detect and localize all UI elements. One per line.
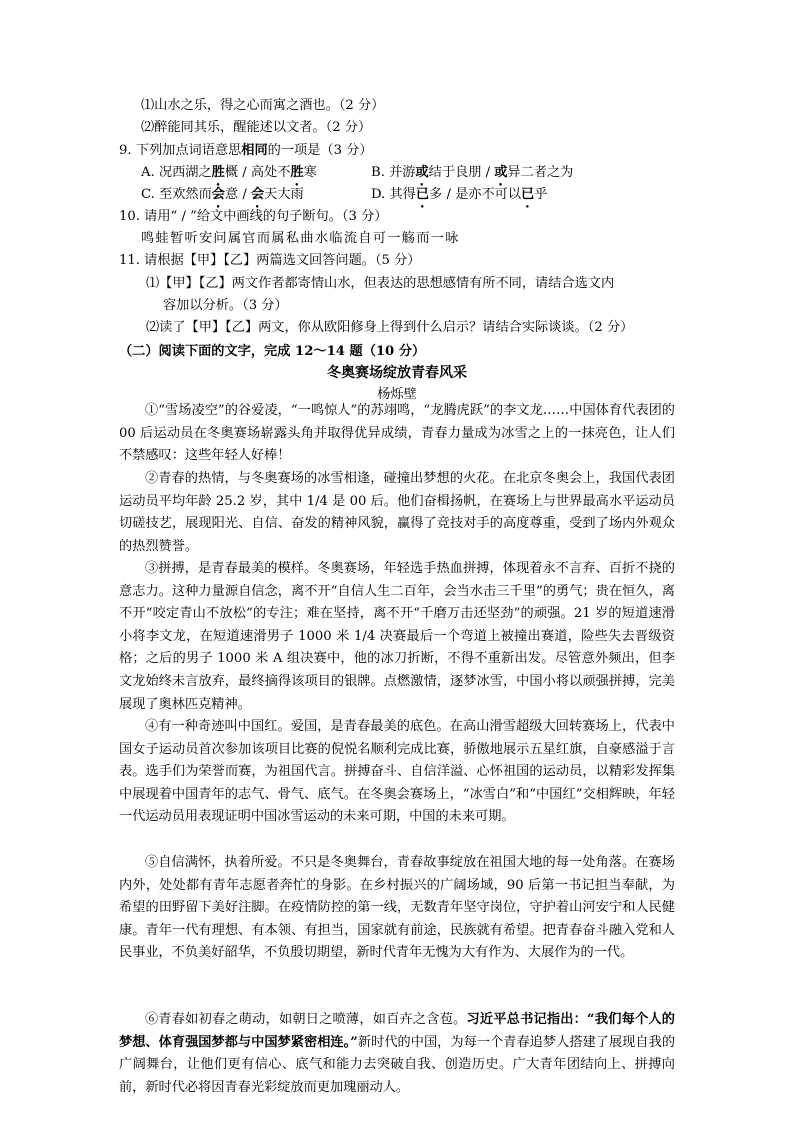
q9-option-d-text: 乎 [534,187,548,202]
article-paragraph-6 [119,1009,675,1099]
q11-sub1-line1: ⑴【甲】【乙】两文作者都寄情山水，但表达的思想感情有所不同，请结合选文内 [146,276,615,291]
q8-sub1: ⑴山水之乐，得之心而寓之酒也。（2 分） [141,98,385,113]
q11-sub2: ⑵读了【甲】【乙】两文，你从欧阳修身上得到什么启示？请结合实际谈谈。（2 分） [146,320,634,335]
q11-stem: 11. 请根据【甲】【乙】两篇选文回答问题。（5 分） [119,253,421,268]
article-title: 冬奥赛场绽放青春风采 [327,365,467,381]
article-paragraph-5: ⑤自信满怀，执着所爱。不只是冬奥舞台，青春故事绽放在祖国大地的每一处角落。在赛场内外，处处都有青年志愿者奔忙的身影。在乡村振兴的广阔场域，90 后第一书记担当奉献，为希望的田野留下美好注脚。在疫情防控的第一线，无数青年坚守岗位，守护着山河安宁和人民健康。青年一代有理想、有本领、有担当，国家就有前途，民族就有希望。把青春奋斗融入党和人民事业，不负美好韶华，不负殷切期望，新时代青年无愧为大有作为、大展作为的一代。 [119,855,675,961]
paragraph-6-text: ⑥青春如初春之萌动，如朝日之喷薄，如百卉之含苞。 [145,1012,467,1027]
q9-option-b-dotted-word: 或 [494,165,508,180]
q9-option-d [371,185,547,211]
article-paragraph-2: ②青春的热情，与冬奥赛场的冰雪相逢，碰撞出梦想的火花。在北京冬奥会上，我国代表团运动员平均年龄 25.2 岁，其中 1/4 是 00 后。他们奋楫扬帆，在赛场上与世界最高水平运动员切磋技艺，展现阳光、自信、奋发的精神风貌，赢得了竞技对手的高度尊重，受到了场内外观众的热烈赞誉。 [119,471,675,554]
q9-option-c-text: 意 / [224,187,251,202]
q11-sub1-line2: 容加以分析。（3 分） [163,298,288,313]
q9-option-d-text: 多 / 是亦不可以 [429,187,522,202]
q9-option-a-text: A. 况西湖之 [141,165,212,180]
q9-option-d-text: D. 其得 [371,187,416,202]
article-paragraph-1: ①“雪场凌空”的谷爱凌，“一鸣惊人”的苏翊鸣，“龙腾虎跃”的李文龙……中国体育代表团的 00 后运动员在冬奥赛场崭露头角并取得优异成绩，青春力量成为冰雪之上的一抹亮色，让人们不禁感叹：这些年轻人好棒！ [119,403,675,464]
q8-sub2: ⑵醉能同其乐，醒能述以文者。（2 分） [141,120,372,135]
paragraph-6-text: 新时代的中国，为每一个青春追梦人搭建了展现自我的广阔舞台，让他们更有信心、底气和能力去突破自我、创造历史。广大青年团结向上、拼搏向前，新时代必将因青春光彩绽放而更加瑰丽动人。 [119,1034,676,1095]
q9-option-a-dotted-word: 胜 [211,165,225,180]
q9-option-b-dotted-word: 或 [415,165,429,180]
q9-option-a-dotted-word: 胜 [290,165,304,180]
q9-option-c-dotted-word: 会 [250,187,265,202]
q9-option-a-text: 概 / 高处不 [224,165,291,180]
q9-stem-post: 的一项是（3 分） [267,143,373,158]
q9-stem [119,141,373,160]
q9-stem-bold: 相同 [241,143,268,158]
q9-option-c-dotted-word: 会 [211,187,225,202]
q9-option-d-dotted-word: 已 [521,187,535,202]
q9-option-d-dotted-word: 已 [415,187,430,202]
paragraph-6-quote: 习近平总书记指出：“我们每个人的梦想、体育强国梦都与中国梦紧密相连。” [119,1012,675,1050]
article-paragraph-4: ④有一种奇迹叫中国红。爱国，是青春最美的底色。在高山滑雪超级大回转赛场上，代表中国女子运动员首次参加该项目比赛的倪悦名顺利完成比赛，骄傲地展示五星红旗，自豪感溢于言表。选手们为荣誉而赛，为祖国代言。拼搏奋斗、自信洋溢、心怀祖国的运动员，以精彩发挥集中展现着中国青年的志气、骨气、底气。在冬奥会赛场上，“冰雪白”和“中国红”交相辉映，年轻一代运动员用表现证明中国冰雪运动的未来可期，中国的未来可期。 [119,719,675,825]
q10-sentence: 鸣蛙暂听安问属官而属私曲水临流自可一觞而一咏 [141,231,460,246]
article-paragraph-3: ③拼搏，是青春最美的模样。冬奥赛场，年轻选手热血拼搏，体现着永不言弃、百折不挠的意志力。这种力量源自信念，离不开“自信人生二百年，会当水击三千里”的勇气；贵在恒久，离不开“咬定青山不放松”的专注；难在坚持，离不开“千磨万击还坚劲”的顽强。21 岁的短道速滑小将李文龙，在短道速滑男子 1000 米 1/4 决赛最后一个弯道上被撞出赛道，险些失去晋级资格；之后的男子 1000 米 A 组决赛中，他的冰刀折断，不得不重新出发。尽管意外频出，但李文龙始终未言放弃，最终摘得该项目的银牌。点燃激情，逐梦冰雪，中国小将以顽强拼搏，完美展现了奥林匹克精神。 [119,561,675,712]
q9-option-c-text: C. 至欢然而 [141,187,212,202]
article-author: 杨烁壁 [377,387,417,402]
q9-stem-pre: 9. 下列加点词语意思 [119,143,242,158]
q9-option-b-text: 结于良朋 / [428,165,495,180]
q9-option-b-text: 异二者之为 [507,165,574,180]
q9-option-b-text: B. 并游 [371,165,416,180]
q9-option-c-text: 天大雨 [264,187,304,202]
q10-stem: 10. 请用“ / ”给文中画线的句子断句。（3 分） [119,209,388,224]
section-heading: （二）阅读下面的文字，完成 12～14 题（10 分） [119,344,426,359]
q9-option-a-text: 寒 [303,165,317,180]
